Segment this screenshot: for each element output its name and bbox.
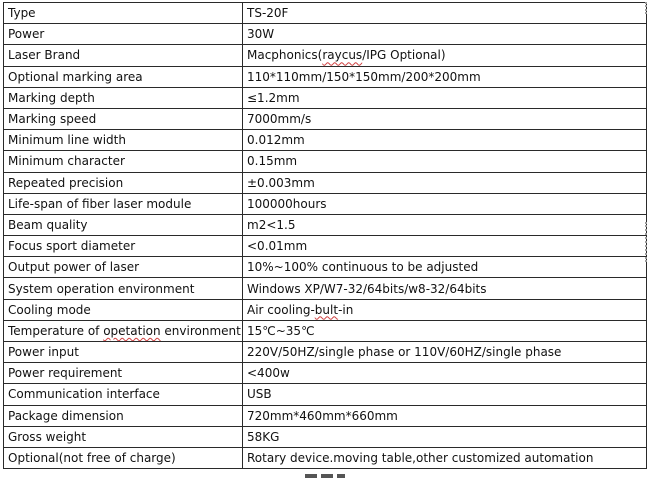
spec-label: Marking speed xyxy=(4,108,243,129)
spec-value: 58KG xyxy=(243,426,647,447)
spec-value: Air cooling-bult-in xyxy=(243,299,647,320)
spellcheck-underline: opetation xyxy=(103,323,161,338)
table-row xyxy=(4,342,647,363)
spec-value: <0.01mm xyxy=(243,236,647,257)
spec-value: 0.012mm xyxy=(243,130,647,151)
spec-value: 720mm*460mm*660mm xyxy=(243,405,647,426)
spec-value: Rotary device.moving table,other customized automation xyxy=(243,447,647,468)
spec-label: Communication interface xyxy=(4,384,243,405)
spec-value: TS-20F xyxy=(243,3,647,24)
spec-label: Power requirement xyxy=(4,363,243,384)
spec-value: 100000hours xyxy=(243,193,647,214)
spec-value: ±0.003mm xyxy=(243,172,647,193)
spec-label: Life-span of fiber laser module xyxy=(4,193,243,214)
table-row xyxy=(4,3,647,24)
spec-label: Power xyxy=(4,24,243,45)
table-row xyxy=(4,108,647,129)
spec-value: <400w xyxy=(243,363,647,384)
table-row xyxy=(4,384,647,405)
table-row xyxy=(4,151,647,172)
spec-label: Type xyxy=(4,3,243,24)
table-row xyxy=(4,172,647,193)
edge-artifact xyxy=(645,2,651,14)
spec-value: Macphonics(raycus/IPG Optional) xyxy=(243,45,647,66)
table-row xyxy=(4,87,647,108)
table-row xyxy=(4,278,647,299)
table-row xyxy=(4,193,647,214)
spellcheck-underline: bult xyxy=(314,302,339,317)
table-row xyxy=(4,363,647,384)
table-row xyxy=(4,299,647,320)
spec-label: Output power of laser xyxy=(4,257,243,278)
spellcheck-underline: raycus xyxy=(322,48,363,63)
spec-label: Beam quality xyxy=(4,214,243,235)
table-row xyxy=(4,426,647,447)
spec-label: Cooling mode xyxy=(4,299,243,320)
scroll-indicator xyxy=(305,474,345,478)
spec-value: 220V/50HZ/single phase or 110V/60HZ/single phase xyxy=(243,342,647,363)
spec-label: Temperature of opetation environment xyxy=(4,320,243,341)
spec-label: Package dimension xyxy=(4,405,243,426)
spec-value: 0.15mm xyxy=(243,151,647,172)
edge-artifact xyxy=(645,222,651,262)
spec-value: 7000mm/s xyxy=(243,108,647,129)
spec-value: ≤1.2mm xyxy=(243,87,647,108)
table-row xyxy=(4,66,647,87)
spec-label: Repeated precision xyxy=(4,172,243,193)
table-row xyxy=(4,214,647,235)
table-row xyxy=(4,405,647,426)
spec-label: Minimum line width xyxy=(4,130,243,151)
spec-table xyxy=(3,2,647,469)
spec-value: Windows XP/W7-32/64bits/w8-32/64bits xyxy=(243,278,647,299)
spec-value: m2<1.5 xyxy=(243,214,647,235)
spec-value: USB xyxy=(243,384,647,405)
spec-label: Gross weight xyxy=(4,426,243,447)
spec-label: Minimum character xyxy=(4,151,243,172)
table-row xyxy=(4,236,647,257)
spec-label: Laser Brand xyxy=(4,45,243,66)
table-row xyxy=(4,447,647,468)
spec-value: 110*110mm/150*150mm/200*200mm xyxy=(243,66,647,87)
table-row xyxy=(4,130,647,151)
spec-label: Optional marking area xyxy=(4,66,243,87)
table-row xyxy=(4,45,647,66)
spec-value: 15℃~35℃ xyxy=(243,320,647,341)
spec-label: System operation environment xyxy=(4,278,243,299)
spec-value: 10%~100% continuous to be adjusted xyxy=(243,257,647,278)
spec-label: Focus sport diameter xyxy=(4,236,243,257)
spec-label: Power input xyxy=(4,342,243,363)
table-row xyxy=(4,257,647,278)
spec-label: Marking depth xyxy=(4,87,243,108)
table-row xyxy=(4,24,647,45)
spec-value: 30W xyxy=(243,24,647,45)
table-row xyxy=(4,320,647,341)
spec-table-body xyxy=(4,3,647,469)
spec-label: Optional(not free of charge) xyxy=(4,447,243,468)
